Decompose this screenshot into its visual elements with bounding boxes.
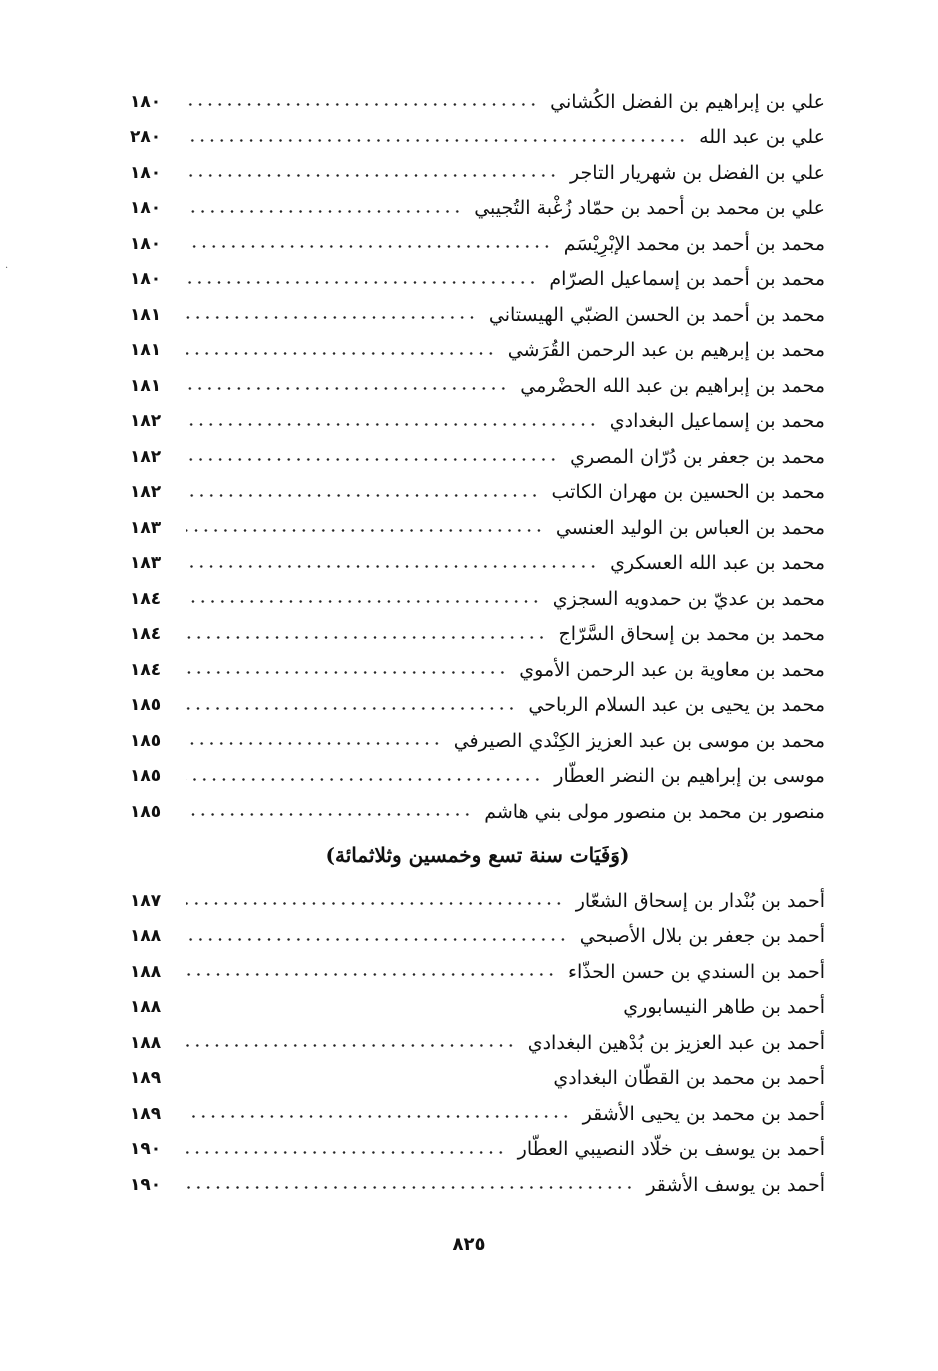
index-list-section-2 — [130, 883, 825, 1203]
entry-name: محمد بن جعفر بن دُرّان المصري — [570, 445, 825, 468]
dot-leader — [186, 281, 537, 284]
index-entry — [130, 652, 825, 688]
dot-leader — [186, 529, 544, 532]
entry-page-number: ١٨٨ — [130, 961, 162, 982]
index-entry — [130, 1167, 825, 1203]
index-entry — [130, 954, 825, 990]
entry-name: أحمد بن جعفر بن بلال الأصبحي — [579, 925, 825, 948]
entry-page-number: ١٨٣ — [130, 517, 162, 538]
dot-leader — [186, 139, 687, 142]
index-entry — [130, 404, 825, 440]
dot-leader — [186, 1080, 541, 1083]
index-entry — [130, 1132, 825, 1168]
entry-page-number: ١٨٨ — [130, 926, 162, 947]
dot-leader — [186, 352, 496, 355]
dot-leader — [186, 458, 558, 461]
entry-name: علي بن محمد بن أحمد بن حمّاد زُغْبة التُجيبي — [474, 197, 825, 220]
entry-name: محمد بن إسماعيل البغدادي — [609, 410, 825, 433]
index-entry — [130, 794, 825, 830]
dot-leader — [186, 316, 477, 319]
index-list-section-1 — [130, 84, 825, 830]
entry-page-number: ٢٨٠ — [130, 127, 162, 148]
dot-leader — [186, 1115, 571, 1118]
entry-page-number: ١٨٤ — [130, 588, 162, 609]
dot-leader — [186, 1186, 634, 1189]
index-entry — [130, 475, 825, 511]
entry-page-number: ١٨٢ — [130, 446, 162, 467]
dot-leader — [186, 174, 558, 177]
entry-name: محمد بن موسى بن عبد العزيز الكِنْدي الصيرفي — [453, 729, 825, 752]
page-number: ٨٢٥ — [452, 1234, 486, 1255]
entry-name: محمد بن إبراهيم بن عبد الله الحضْرمي — [520, 374, 825, 397]
entry-name: أحمد بن طاهر النيسابوري — [623, 996, 825, 1019]
index-entry — [130, 262, 825, 298]
entry-page-number: ١٨٥ — [130, 730, 162, 751]
entry-page-number: ١٨٤ — [130, 624, 162, 645]
entry-name: محمد بن الحسين بن مهران الكاتب — [551, 481, 825, 504]
entry-page-number: ١٨٥ — [130, 801, 162, 822]
entry-name: موسى بن إبراهيم بن النضر العطّار — [554, 765, 825, 788]
entry-name: محمد بن أحمد بن محمد الإبْرِيْسَم — [563, 232, 825, 255]
entry-name: محمد بن أحمد بن الحسن الضبّي الهيستاني — [488, 303, 825, 326]
entry-name: أحمد بن يوسف بن خلّاد النصيبي العطّار — [517, 1138, 825, 1161]
dot-leader — [186, 742, 442, 745]
index-entry — [130, 84, 825, 120]
index-entry — [130, 191, 825, 227]
entry-page-number: ١٨٠ — [130, 269, 162, 290]
index-entry — [130, 990, 825, 1026]
entry-name: أحمد بن يوسف الأشقر — [646, 1173, 825, 1196]
index-entry — [130, 368, 825, 404]
index-entry — [130, 1096, 825, 1132]
index-entry — [130, 1025, 825, 1061]
dot-leader — [186, 494, 539, 497]
index-entry — [130, 546, 825, 582]
index-entry — [130, 617, 825, 653]
entry-name: أحمد بن عبد العزيز بن بُدْهين البغدادي — [527, 1031, 825, 1054]
index-entry — [130, 581, 825, 617]
entry-page-number: ١٨٩ — [130, 1103, 162, 1124]
index-entry — [130, 883, 825, 919]
entry-page-number: ١٨٣ — [130, 553, 162, 574]
entry-name: منصور بن محمد بن منصور مولى بني هاشم — [484, 800, 825, 823]
dot-leader — [186, 423, 598, 426]
entry-page-number: ١٨٨ — [130, 997, 162, 1018]
entry-name: محمد بن محمد بن إسحاق السَّرّاج — [558, 623, 825, 646]
entry-page-number: ١٨٨ — [130, 1032, 162, 1053]
entry-page-number: ١٨٤ — [130, 659, 162, 680]
entry-page-number: ١٨٧ — [130, 890, 162, 911]
entry-page-number: ١٨٠ — [130, 91, 162, 112]
dot-leader — [186, 1151, 506, 1154]
entry-page-number: ١٨٢ — [130, 411, 162, 432]
dot-leader — [186, 1009, 611, 1012]
index-entry — [130, 333, 825, 369]
dot-leader — [186, 902, 564, 905]
entry-name: أحمد بن محمد بن القطّان البغدادي — [553, 1067, 825, 1090]
entry-name: محمد بن عديّ بن حمدويه السجزي — [552, 587, 825, 610]
index-entry — [130, 1061, 825, 1097]
dot-leader — [186, 1044, 516, 1047]
entry-page-number: ١٨٥ — [130, 766, 162, 787]
index-entry — [130, 723, 825, 759]
dot-leader — [186, 210, 462, 213]
index-entry — [130, 297, 825, 333]
index-entry — [130, 439, 825, 475]
entry-name: علي بن إبراهيم بن الفضل الكُشاني — [550, 90, 825, 113]
entry-name: محمد بن عبد الله العسكري — [610, 552, 825, 575]
dot-leader — [186, 707, 516, 710]
dot-leader — [186, 938, 568, 941]
entry-name: محمد بن يحيى بن عبد السلام الرباحي — [528, 694, 825, 717]
entry-name: علي بن عبد الله — [699, 126, 825, 149]
dot-leader — [186, 813, 472, 816]
dot-leader — [186, 636, 546, 639]
index-entry — [130, 510, 825, 546]
section-heading: (وَفَيَات سنة تسع وخمسين وثلاثمائة) — [325, 843, 630, 867]
scan-edge-mark: · — [5, 263, 9, 274]
entry-name: أحمد بن السندي بن حسن الحذّاء — [568, 960, 825, 983]
index-entry — [130, 155, 825, 191]
dot-leader — [186, 973, 556, 976]
entry-page-number: ١٨٢ — [130, 482, 162, 503]
entry-page-number: ١٨٠ — [130, 198, 162, 219]
entry-page-number: ١٨٥ — [130, 695, 162, 716]
dot-leader — [186, 387, 508, 390]
index-entry — [130, 919, 825, 955]
dot-leader — [186, 245, 552, 248]
dot-leader — [186, 671, 507, 674]
entry-page-number: ١٩٠ — [130, 1174, 162, 1195]
entry-name: أحمد بن محمد بن يحيى الأشقر — [582, 1102, 825, 1125]
entry-name: محمد بن العباس بن الوليد العنسي — [555, 516, 825, 539]
dot-leader — [186, 103, 538, 106]
entry-page-number: ١٨٠ — [130, 233, 162, 254]
entry-name: أحمد بن بُنْدار بن إسحاق الشعّار — [575, 889, 825, 912]
entry-page-number: ١٨١ — [130, 340, 162, 361]
dot-leader — [186, 778, 542, 781]
dot-leader — [186, 565, 598, 568]
entry-name: محمد بن إبرهيم بن عبد الرحمن القُرَشي — [507, 339, 825, 362]
entry-page-number: ١٨١ — [130, 375, 162, 396]
entry-page-number: ١٨١ — [130, 304, 162, 325]
index-entry — [130, 688, 825, 724]
entry-name: علي بن الفضل بن شهريار التاجر — [570, 161, 825, 184]
index-entry — [130, 226, 825, 262]
entry-name: محمد بن معاوية بن عبد الرحمن الأموي — [519, 658, 825, 681]
entry-name: محمد بن أحمد بن إسماعيل الصرّام — [549, 268, 825, 291]
entry-page-number: ١٩٠ — [130, 1139, 162, 1160]
index-entry — [130, 120, 825, 156]
index-entry — [130, 759, 825, 795]
entry-page-number: ١٨٩ — [130, 1068, 162, 1089]
entry-page-number: ١٨٠ — [130, 162, 162, 183]
dot-leader — [186, 600, 541, 603]
